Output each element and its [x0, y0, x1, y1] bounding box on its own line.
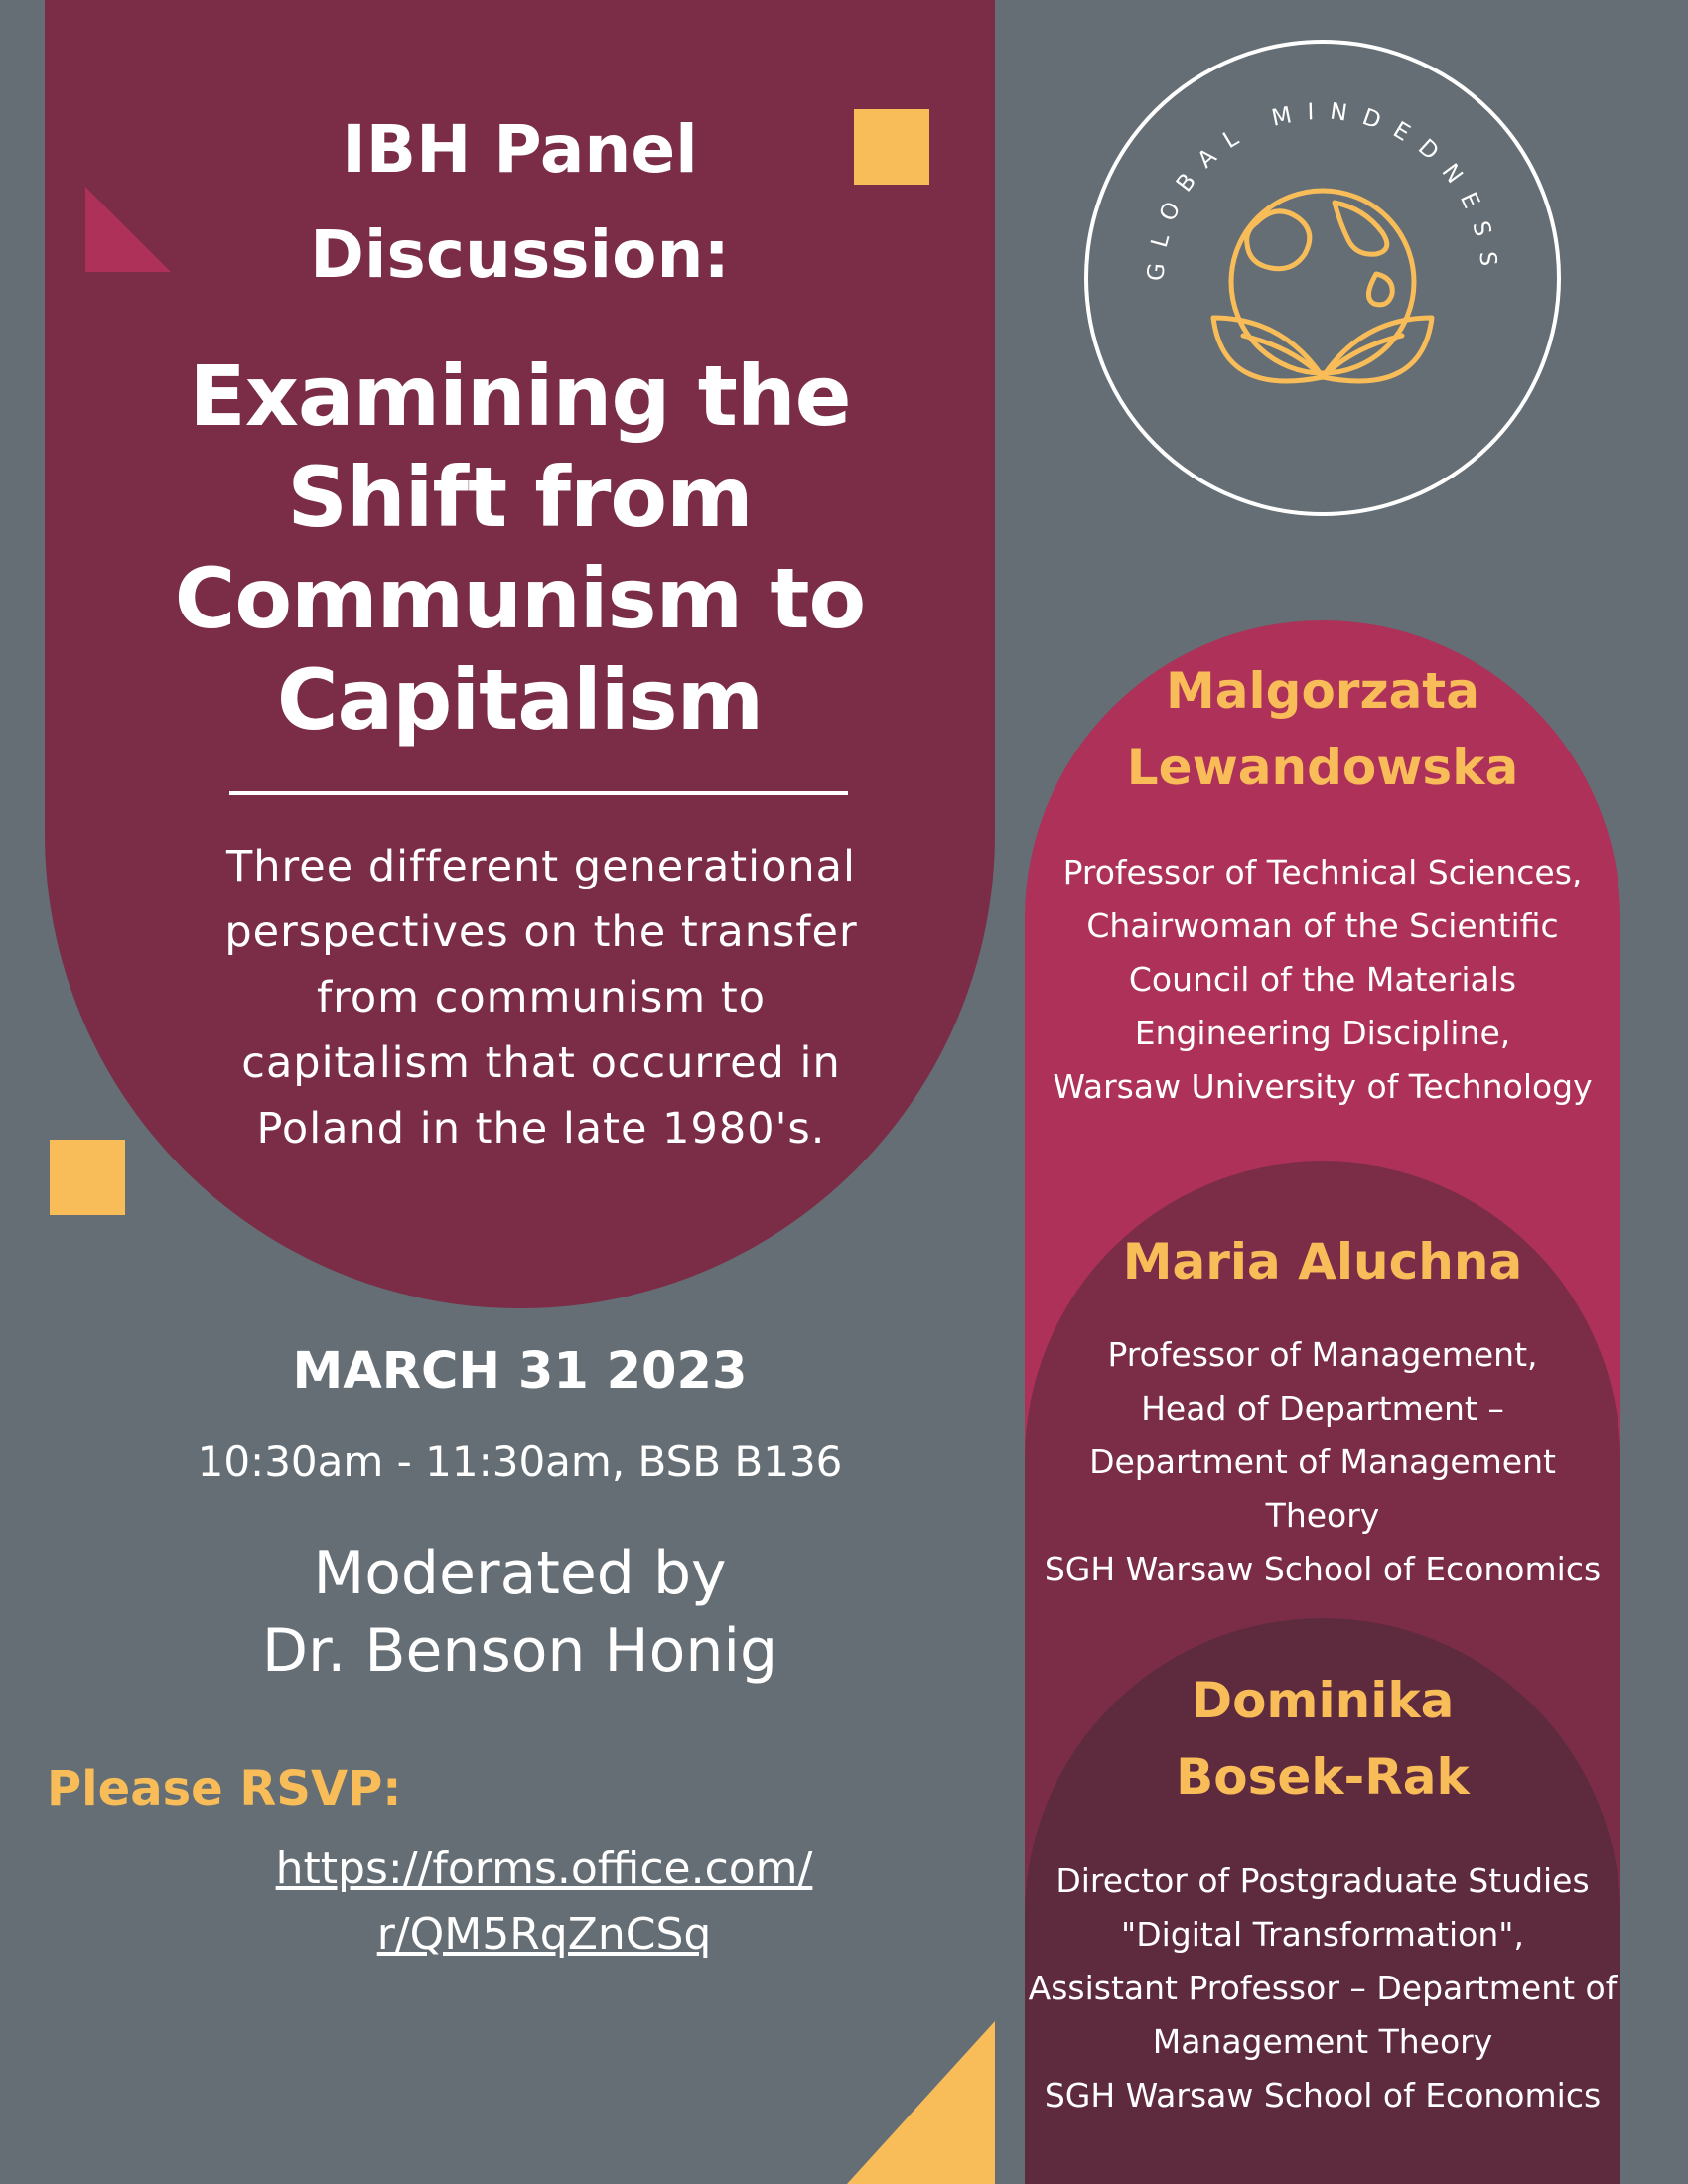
moderated-label: Moderated by	[313, 1539, 727, 1608]
subtitle-line: Communism to	[174, 550, 866, 647]
event-title	[45, 97, 995, 308]
panelist-description	[1015, 846, 1630, 1114]
panelist-description	[1015, 1854, 1630, 2122]
moderator-name: Dr. Benson Honig	[261, 1616, 778, 1686]
title-line: Discussion:	[310, 216, 730, 293]
global-mindedness-logo	[1084, 40, 1561, 516]
panelist-desc-line: Warsaw University of Technology	[1053, 1067, 1593, 1106]
panelist-desc-line: Professor of Management,	[1107, 1335, 1538, 1374]
panelist-desc-line: SGH Warsaw School of Economics	[1044, 2076, 1602, 2115]
square-decoration-left	[50, 1140, 125, 1215]
panelist-desc-line: Professor of Technical Sciences,	[1062, 853, 1583, 891]
panelist-name	[1025, 1224, 1620, 1300]
panelist-desc-line: SGH Warsaw School of Economics	[1044, 1550, 1602, 1588]
description-line: from communism to	[316, 973, 767, 1023]
rsvp-label: Please RSVP:	[47, 1761, 402, 1817]
title-line: IBH Panel	[342, 111, 698, 188]
subtitle-line: Shift from	[287, 449, 753, 546]
panelist-desc-line: Head of Department –	[1141, 1389, 1504, 1428]
panelist-name-line: Malgorzata	[1166, 662, 1479, 720]
panelist-desc-line: Council of the Materials	[1128, 960, 1517, 999]
panelist-desc-line: Director of Postgraduate Studies	[1055, 1861, 1590, 1900]
panelist-name-line: Lewandowska	[1126, 739, 1519, 796]
panelist-name	[1025, 1663, 1620, 1816]
rsvp-link-line[interactable]: r/QM5RqZnCSq	[376, 1909, 712, 1960]
globe-with-leaves-icon	[1088, 44, 1557, 512]
event-subtitle	[45, 345, 995, 751]
panelist-description	[1015, 1328, 1630, 1596]
triangle-decoration-bottom	[847, 2021, 996, 2184]
panelist-desc-line: Engineering Discipline,	[1134, 1014, 1511, 1052]
panelist-desc-line: Assistant Professor – Department of	[1028, 1969, 1618, 2007]
event-description	[169, 834, 914, 1161]
rsvp-link[interactable]	[253, 1837, 835, 1968]
panelist-desc-line: Theory	[1265, 1496, 1380, 1535]
panelist-name-line: Maria Aluchna	[1122, 1233, 1523, 1291]
event-time-location: 10:30am - 11:30am, BSB B136	[197, 1437, 843, 1486]
subtitle-line: Capitalism	[276, 651, 764, 749]
description-line: perspectives on the transfer	[224, 907, 858, 957]
panelist-desc-line: Chairwoman of the Scientific	[1086, 906, 1559, 945]
title-divider	[229, 791, 848, 795]
event-date: MARCH 31 2023	[292, 1342, 748, 1401]
panelist-name-line: Dominika	[1191, 1672, 1455, 1729]
description-line: Poland in the late 1980's.	[256, 1104, 826, 1154]
panelist-desc-line: Management Theory	[1152, 2022, 1493, 2061]
panelist-name	[1025, 653, 1620, 806]
panelist-desc-line: "Digital Transformation",	[1121, 1915, 1524, 1954]
logo-text-path: GLOBAL MINDEDNESS	[1143, 98, 1502, 282]
subtitle-line: Examining the	[189, 347, 851, 445]
description-line: Three different generational	[226, 842, 856, 891]
description-line: capitalism that occurred in	[241, 1038, 841, 1088]
moderator	[45, 1535, 995, 1690]
panelist-name-line: Bosek-Rak	[1176, 1748, 1470, 1806]
rsvp-link-line[interactable]: https://forms.office.com/	[275, 1843, 813, 1894]
panelist-desc-line: Department of Management	[1089, 1442, 1556, 1481]
